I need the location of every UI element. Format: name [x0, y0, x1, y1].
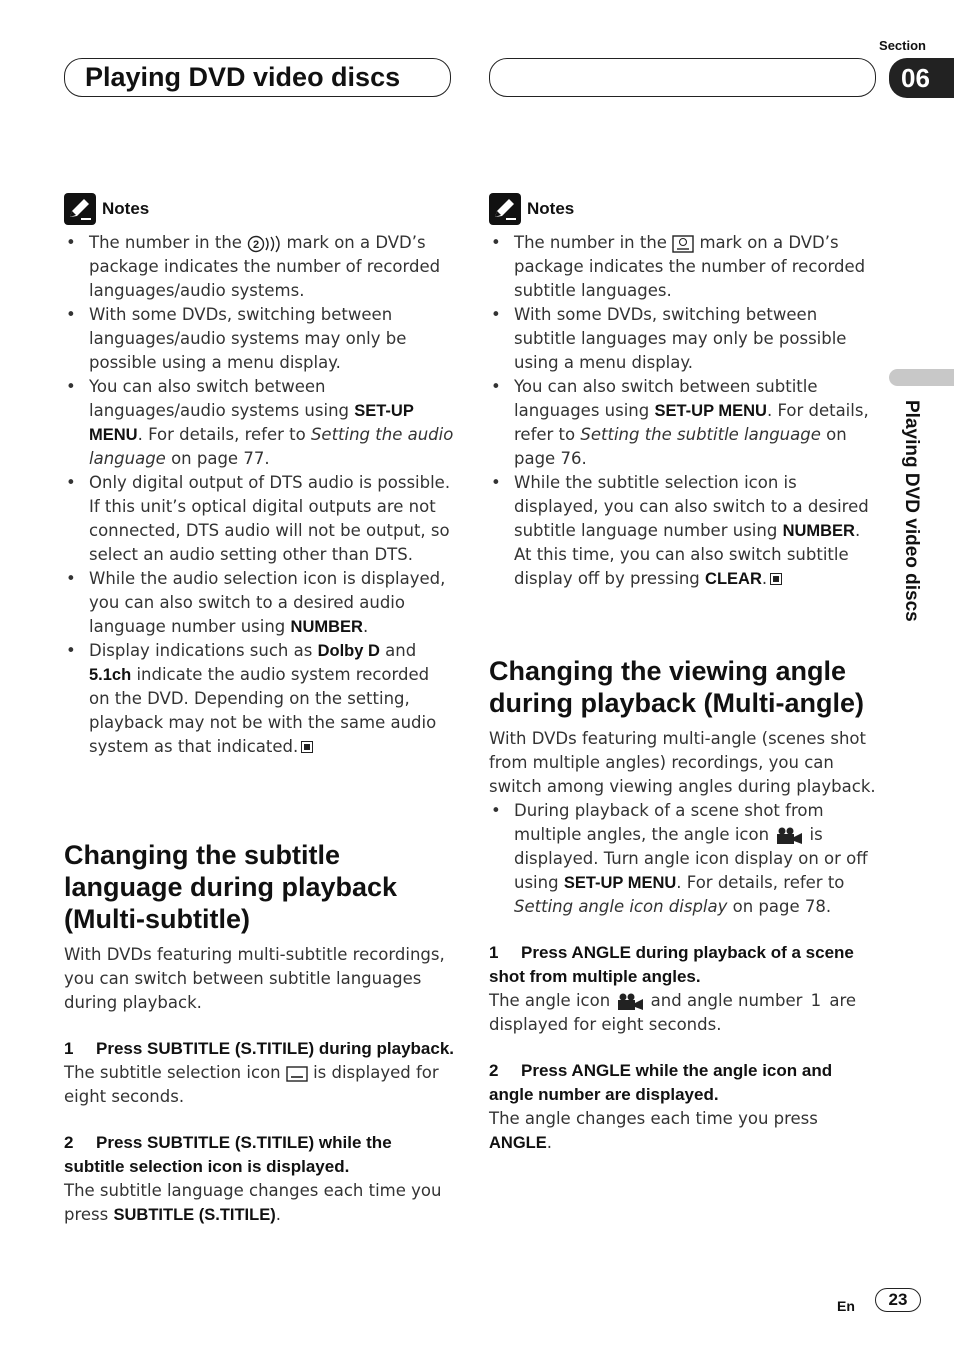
step-2-body: The angle changes each time you press ANGLE.	[489, 1109, 818, 1152]
step-2-title: 2 Press SUBTITLE (S.TITILE) while the subtitle selection icon is displayed.	[64, 1133, 392, 1176]
header-right-pill	[489, 58, 876, 97]
page-number: 23	[875, 1288, 921, 1312]
subtitle-languages-mark-icon	[672, 235, 694, 253]
list-item: • Display indications such as Dolby D and 5.1ch indicate the audio system recorded on the DVD. Depending on the setting, playback may not be with the same audio system as that indicated.	[64, 639, 454, 759]
end-mark-icon	[301, 741, 313, 753]
list-item: • With some DVDs, switching between languages/audio systems may only be possible using a menu display.	[64, 303, 454, 375]
step-1-title: 1 Press ANGLE during playback of a scene shot from multiple angles.	[489, 943, 854, 986]
section-heading: Changing the subtitle language during playback (Multi-subtitle)	[64, 840, 398, 934]
side-tab-marker	[889, 369, 954, 386]
step-1-body: The angle icon and angle number 1 are displayed for eight seconds.	[489, 991, 857, 1034]
step-2-title: 2 Press ANGLE while the angle icon and angle number are displayed.	[489, 1061, 833, 1104]
notes-label: Notes	[102, 199, 150, 218]
intro-paragraph: With DVDs featuring multi-subtitle recordings, you can switch between subtitle languages during playback.	[64, 945, 445, 1012]
header-title: Playing DVD video discs	[85, 62, 401, 92]
left-column	[64, 193, 454, 1227]
bullet-list	[489, 799, 879, 919]
section-number: 06	[889, 58, 954, 98]
subtitle-icon	[286, 1066, 308, 1082]
section-heading: Changing the viewing angle during playback (Multi-angle)	[489, 656, 865, 718]
footer-language: En	[837, 1298, 855, 1314]
notes-label: Notes	[527, 199, 575, 218]
pencil-notes-icon	[489, 193, 521, 225]
notes-list	[489, 231, 879, 591]
notes-list	[64, 231, 454, 759]
end-mark-icon	[770, 573, 782, 585]
list-item: • Only digital output of DTS audio is possible. If this unit’s optical digital outputs are not connected, DTS audio will not be output, so select an audio setting other than DTS.	[64, 471, 454, 567]
step-1-title: 1 Press SUBTITLE (S.TITILE) during playback.	[64, 1039, 455, 1058]
list-item: • You can also switch between subtitle languages using SET-UP MENU. For details, refer to Setting the subtitle language on page 76.	[489, 375, 879, 471]
list-item: • While the audio selection icon is displayed, you can also switch to a desired audio language number using NUMBER.	[64, 567, 454, 639]
audio-languages-mark-icon	[247, 235, 281, 253]
list-item: • During playback of a scene shot from multiple angles, the angle icon is displayed. Turn angle icon display on or off using SET-UP MENU. For details, refer to Setting angle icon display on page 78.	[489, 799, 879, 919]
list-item: • The number in the mark on a DVD’s package indicates the number of recorded subtitle languages.	[489, 231, 879, 303]
list-item: • The number in the 2 mark on a DVD’s package indicates the number of recorded languages/audio systems.	[64, 231, 454, 303]
list-item: • With some DVDs, switching between subtitle languages may only be possible using a menu display.	[489, 303, 879, 375]
camera-angle-icon	[774, 826, 804, 846]
step-2-body: The subtitle language changes each time you press SUBTITLE (S.TITILE).	[64, 1181, 442, 1224]
list-item: • You can also switch between languages/audio systems using SET-UP MENU. For details, refer to Setting the audio language on page 77.	[64, 375, 454, 471]
step-1-body: The subtitle selection icon is displayed for eight seconds.	[64, 1063, 439, 1106]
svg-text:2: 2	[253, 238, 260, 251]
header-title-pill	[64, 58, 451, 97]
camera-angle-icon	[615, 992, 645, 1012]
side-tab-text: Playing DVD video discs	[901, 400, 922, 622]
pencil-notes-icon	[64, 193, 96, 225]
section-label: Section	[879, 38, 926, 53]
angle-number: 1	[810, 991, 822, 1010]
right-column	[489, 193, 879, 1155]
list-item: • While the subtitle selection icon is displayed, you can also switch to a desired subtitle language number using NUMBER. At this time, you can also switch subtitle display off by pressing CLEAR.	[489, 471, 879, 591]
intro-paragraph: With DVDs featuring multi-angle (scenes shot from multiple angles) recordings, you can switch among viewing angles during playback.	[489, 729, 876, 796]
notes-header	[64, 193, 454, 225]
notes-header	[489, 193, 879, 225]
